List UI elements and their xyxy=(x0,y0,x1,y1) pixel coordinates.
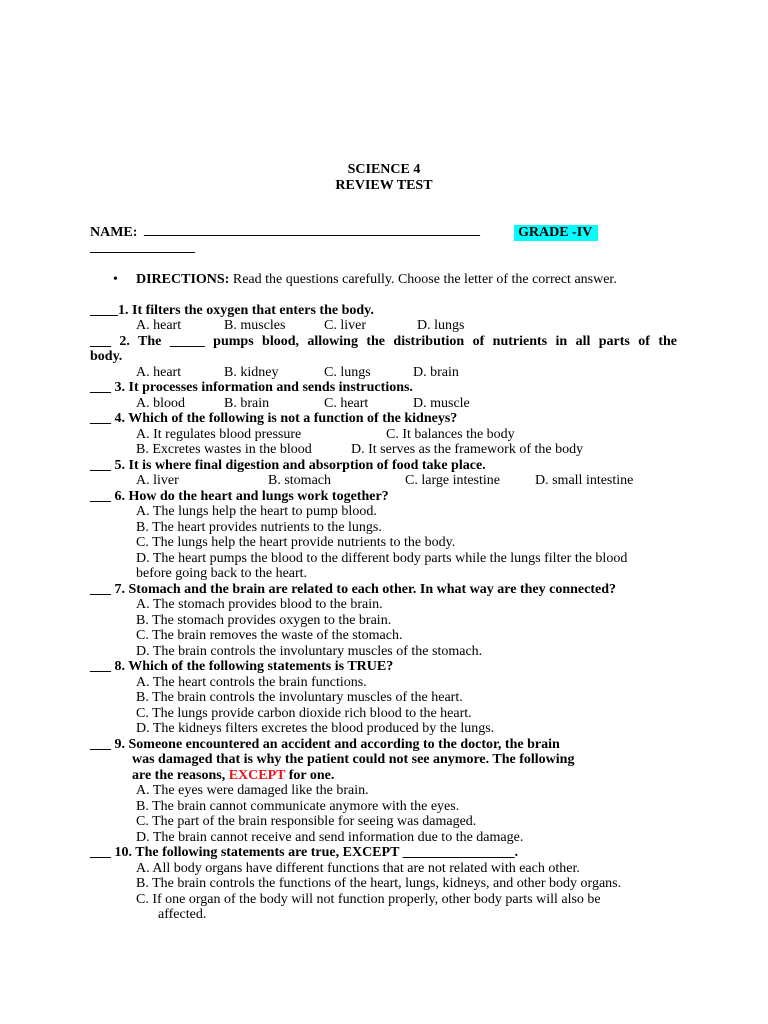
q6-choice-a: A. The lungs help the heart to pump blood. xyxy=(136,504,377,519)
q6-choice-c: C. The lungs help the heart provide nutrients to the body. xyxy=(136,535,456,550)
q9-choice-d: D. The brain cannot receive and send information due to the damage. xyxy=(136,830,524,845)
q5-choice-b: B. stomach xyxy=(268,473,331,488)
q9-stem-part-b: for one. xyxy=(288,768,335,783)
q1-choice-c: C. liver xyxy=(324,318,366,333)
directions-text: Read the questions carefully. Choose the letter of the correct answer. xyxy=(232,272,617,287)
question-9-stem-cont: was damaged that is why the patient could not see anymore. The following xyxy=(132,752,575,767)
q10-choice-a: A. All body organs have different functions that are not related with each other. xyxy=(136,861,580,876)
except-keyword: EXCEPT xyxy=(228,768,286,783)
name-blank-continued: _______________ xyxy=(90,240,195,255)
question-5-stem: ___ 5. It is where final digestion and absorption of food take place. xyxy=(90,458,486,473)
question-2-stem: ___ 2. The _____ pumps blood, allowing the distribution of nutrients in all parts of the xyxy=(90,334,677,349)
q6-choice-b: B. The heart provides nutrients to the lungs. xyxy=(136,520,382,535)
q6-choice-d-cont: before going back to the heart. xyxy=(136,566,308,581)
q10-choice-c-cont: affected. xyxy=(158,907,207,922)
q1-choice-d: D. lungs xyxy=(417,318,465,333)
grade-label: GRADE -IV xyxy=(514,225,598,241)
q2-choice-a: A. heart xyxy=(136,365,182,380)
q2-choice-c: C. lungs xyxy=(324,365,371,380)
q1-choice-b: B. muscles xyxy=(224,318,286,333)
q2-choice-d: D. brain xyxy=(413,365,459,380)
q7-choice-a: A. The stomach provides blood to the brain. xyxy=(136,597,383,612)
q8-choice-d: D. The kidneys filters excretes the blood produced by the lungs. xyxy=(136,721,495,736)
q2-choice-b: B. kidney xyxy=(224,365,279,380)
q3-choice-d: D. muscle xyxy=(413,396,470,411)
q4-choice-a: A. It regulates blood pressure xyxy=(136,427,302,442)
q7-choice-c: C. The brain removes the waste of the stomach. xyxy=(136,628,403,643)
q1-choice-a: A. heart xyxy=(136,318,182,333)
test-title: REVIEW TEST xyxy=(335,178,433,193)
q8-choice-c: C. The lungs provide carbon dioxide rich blood to the heart. xyxy=(136,706,472,721)
question-7-stem: ___ 7. Stomach and the brain are related to each other. In what way are they connected? xyxy=(90,582,617,597)
q10-choice-c: C. If one organ of the body will not function properly, other body parts will also be xyxy=(136,892,601,907)
question-10-stem: ___ 10. The following statements are true, EXCEPT ________________. xyxy=(90,845,519,860)
q3-choice-c: C. heart xyxy=(324,396,369,411)
q10-choice-b: B. The brain controls the functions of the heart, lungs, kidneys, and other body organs. xyxy=(136,876,622,891)
q9-choice-c: C. The part of the brain responsible for seeing was damaged. xyxy=(136,814,477,829)
q5-choice-a: A. liver xyxy=(136,473,179,488)
question-6-stem: ___ 6. How do the heart and lungs work together? xyxy=(90,489,389,504)
q3-choice-a: A. blood xyxy=(136,396,185,411)
bullet-icon: • xyxy=(113,272,118,287)
q9-stem-part-a: are the reasons, xyxy=(132,768,226,783)
directions xyxy=(136,272,617,288)
q5-choice-d: D. small intestine xyxy=(535,473,634,488)
q7-choice-d: D. The brain controls the involuntary muscles of the stomach. xyxy=(136,644,483,659)
q4-choice-d: D. It serves as the framework of the body xyxy=(351,442,584,457)
q9-choice-a: A. The eyes were damaged like the brain. xyxy=(136,783,369,798)
q5-choice-c: C. large intestine xyxy=(405,473,500,488)
name-blank: ________________________________________________ xyxy=(144,223,480,238)
q4-choice-c: C. It balances the body xyxy=(386,427,515,442)
question-2-stem-cont: body. xyxy=(90,349,123,364)
question-9-stem-end xyxy=(132,768,334,784)
q3-choice-b: B. brain xyxy=(224,396,270,411)
question-4-stem: ___ 4. Which of the following is not a function of the kidneys? xyxy=(90,411,458,426)
q7-choice-b: B. The stomach provides oxygen to the brain. xyxy=(136,613,392,628)
q4-choice-b: B. Excretes wastes in the blood xyxy=(136,442,312,457)
question-8-stem: ___ 8. Which of the following statements is TRUE? xyxy=(90,659,394,674)
q9-choice-b: B. The brain cannot communicate anymore with the eyes. xyxy=(136,799,460,814)
directions-label: DIRECTIONS: xyxy=(136,272,230,287)
test-subject-title: SCIENCE 4 xyxy=(347,162,421,177)
question-3-stem: ___ 3. It processes information and sends instructions. xyxy=(90,380,413,395)
name-label: NAME: xyxy=(90,225,138,240)
q8-choice-b: B. The brain controls the involuntary muscles of the heart. xyxy=(136,690,463,705)
question-9-stem: ___ 9. Someone encountered an accident and according to the doctor, the brain xyxy=(90,737,560,752)
q6-choice-d: D. The heart pumps the blood to the different body parts while the lungs filter the blood xyxy=(136,551,628,566)
q8-choice-a: A. The heart controls the brain functions. xyxy=(136,675,367,690)
question-1-stem: ____1. It filters the oxygen that enters the body. xyxy=(90,303,374,318)
